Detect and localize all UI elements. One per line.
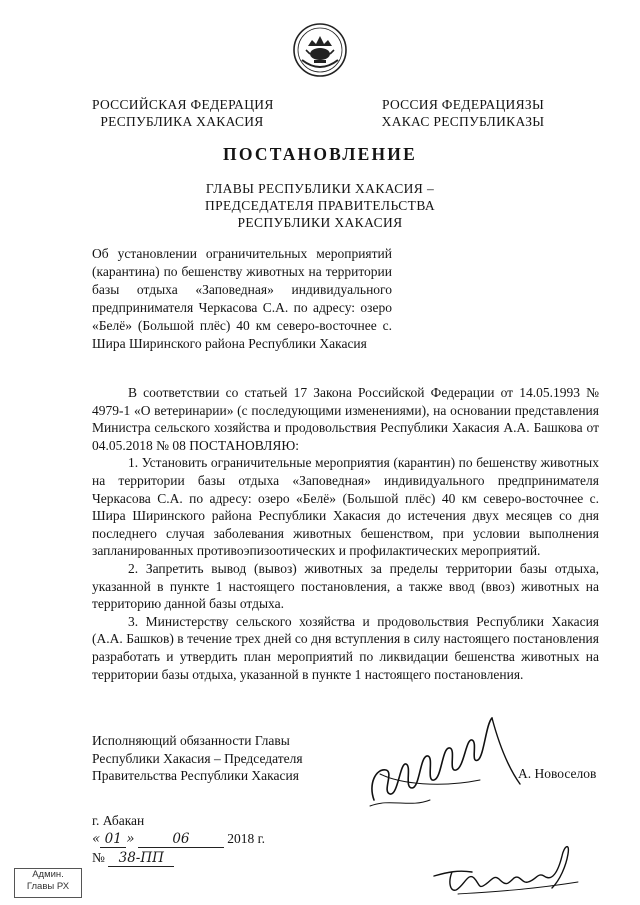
signatory-line1: Исполняющий обязанности Главы	[92, 733, 290, 748]
signatory-line3: Правительства Республики Хакасия	[92, 768, 299, 783]
signatory-name: А. Новоселов	[518, 766, 597, 781]
number-sign: №	[92, 850, 105, 865]
stamp-line2: Главы РХ	[26, 881, 70, 892]
date-year: 2018 г.	[227, 831, 266, 846]
header-left-line2: РЕСПУБЛИКА ХАКАСИЯ	[100, 114, 264, 129]
stamp-line1: Админ.	[32, 869, 64, 880]
handwritten-signature-icon	[428, 836, 588, 898]
document-date	[92, 831, 265, 848]
body-preamble: В соответствии со статьей 17 Закона Российской Федерации от 14.05.1993 № 4979-1 «О ветеринарии» (с последующими изменениями), на основании представления Министра сельского хозяйства и продовольствия Республики Хакасия А.А. Башкова от 04.05.2018 № 08 ПОСТАНОВЛЯЮ:	[92, 385, 599, 453]
document-city: г. Абакан	[92, 813, 145, 828]
body-item-2: 2. Запретить вывод (вывоз) животных за пределы территории базы отдыха, указанной в пункте 1 настоящего постановления, а также ввод (ввоз) животных на территорию данной базы отдыха.	[92, 560, 599, 612]
date-close-quote: »	[126, 831, 135, 847]
header-right-line1: РОССИЯ ФЕДЕРАЦИЯЗЫ	[381, 97, 545, 112]
coat-of-arms-icon	[292, 22, 348, 78]
header-left-line1: РОССИЙСКАЯ ФЕДЕРАЦИЯ	[92, 97, 274, 112]
number-value: 38-ПП	[108, 850, 174, 867]
document-body	[92, 384, 599, 683]
body-item-1: 1. Установить ограничительные мероприятия (карантин) по бешенству животных на территории базы отдыха «Заповедная» индивидуального предпринимателя Черкасова С.А. по адресу: озеро «Белё» (Большой плёс) 40 км северо-восточнее с. Шира Ширинского района Республики Хакасия до истечения двух месяцев со дня последнего случая заболевания животных бешенством, при условии выполнения запланированных противоэпизоотических и профилактических мероприятий.	[92, 455, 599, 559]
date-month: 06	[138, 831, 224, 848]
document-number	[92, 850, 174, 867]
subtitle-line1: ГЛАВЫ РЕСПУБЛИКИ ХАКАСИЯ –	[205, 181, 435, 196]
document-title: ПОСТАНОВЛЕНИЕ	[223, 144, 417, 164]
signatory-line2: Республики Хакасия – Председателя	[92, 750, 303, 766]
header-left	[92, 96, 272, 130]
handwritten-signature-icon	[360, 688, 530, 816]
registration-stamp	[14, 868, 82, 898]
body-item-3: 3. Министерству сельского хозяйства и продовольствия Республики Хакасия (А.А. Башков) в течение трех дней со дня вступления в силу настоящего постановления разработать и утвердить план мероприятий по ликвидации бешенства животных на территории базы отдыха, указанной в пункте 1 настоящего постановления.	[92, 613, 599, 682]
subtitle-line3: РЕСПУБЛИКИ ХАКАСИЯ	[237, 215, 403, 230]
header-right	[378, 96, 548, 130]
document-subject: Об установлении ограничительных мероприятий (карантина) по бешенству животных на территории базы отдыха «Заповедная» индивидуального предпринимателя Черкасова С.А. по адресу: озеро «Белё» (Большой плёс) 40 км северо-восточнее с. Шира Ширинского района Республики Хакасия	[92, 246, 392, 351]
date-open-quote: «	[92, 831, 101, 847]
header-right-line2: ХАКАС РЕСПУБЛИКАЗЫ	[381, 114, 545, 129]
subtitle-line2: ПРЕДСЕДАТЕЛЯ ПРАВИТЕЛЬСТВА	[204, 198, 436, 213]
document-subtitle	[0, 180, 640, 231]
date-day: 01	[100, 831, 126, 848]
signatory-title	[92, 732, 303, 785]
